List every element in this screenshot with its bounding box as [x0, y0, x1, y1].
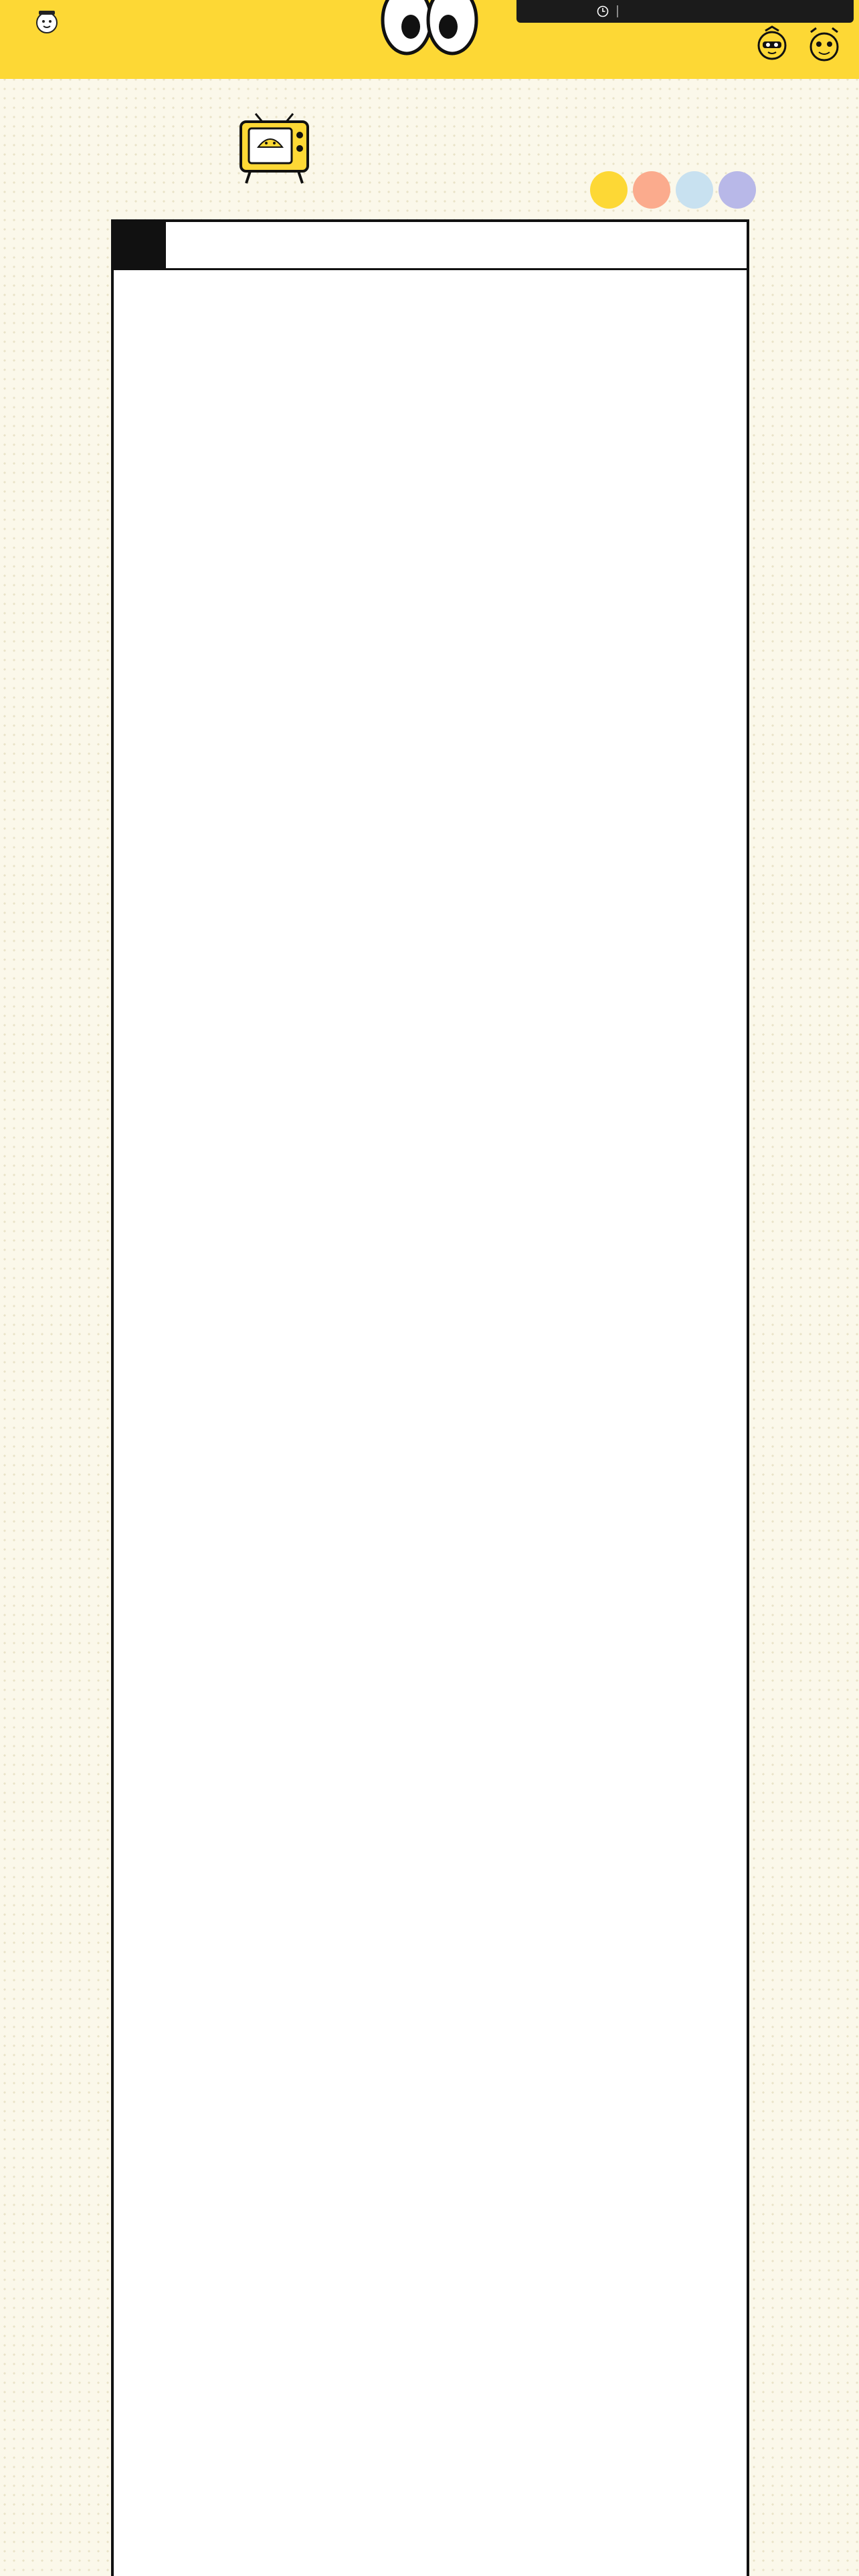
mascot-character-2-icon[interactable]: [805, 25, 843, 63]
top-bar: [516, 0, 854, 23]
day-tabs: [114, 219, 747, 270]
mascot-eyes-icon: [380, 0, 479, 59]
tv-illustration-icon: [235, 112, 313, 187]
mascot-character-icon[interactable]: [756, 25, 788, 63]
top-bar-divider: [617, 5, 618, 17]
program-schedule: [111, 219, 749, 2576]
header-zigzag-border: [0, 79, 859, 98]
time-zone-morning-button[interactable]: [590, 171, 628, 209]
logo-icon[interactable]: [19, 9, 92, 58]
site-header: [0, 0, 859, 79]
day-tabs-corner: [114, 222, 166, 268]
time-zone-day-button[interactable]: [633, 171, 670, 209]
time-zone-night-button[interactable]: [676, 171, 713, 209]
clock-icon[interactable]: [597, 5, 609, 17]
time-zone-late-night-button[interactable]: [719, 171, 756, 209]
